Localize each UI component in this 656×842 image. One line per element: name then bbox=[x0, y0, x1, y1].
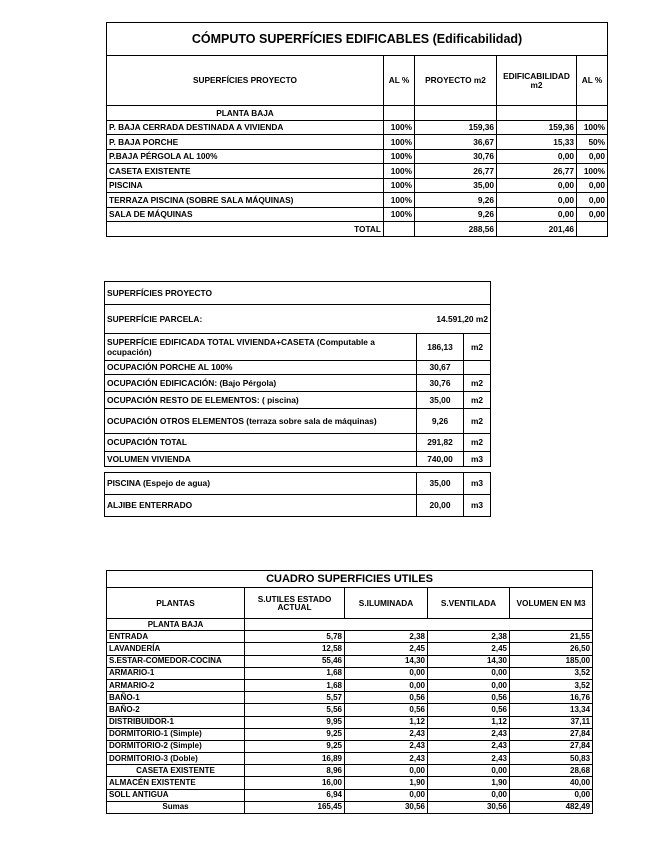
proyecto-value: 26,77 bbox=[415, 164, 497, 179]
table-row bbox=[105, 392, 491, 409]
util-value: 5,78 bbox=[245, 631, 345, 643]
row-value: 30,76 bbox=[417, 375, 464, 392]
row-label: P. BAJA PORCHE bbox=[107, 135, 384, 150]
empty-cell bbox=[245, 619, 345, 631]
iluminada-value: 2,43 bbox=[345, 740, 428, 752]
volumen-value: 16,76 bbox=[510, 692, 593, 704]
column-header: EDIFICABILIDAD m2 bbox=[497, 56, 577, 106]
empty-cell bbox=[384, 222, 415, 237]
ventilada-value: 2,43 bbox=[428, 740, 510, 752]
row-unit: m2 bbox=[464, 392, 491, 409]
row-label: SUPERFÍCIE EDIFICADA TOTAL VIVIENDA+CASETA (Computable a ocupación) bbox=[105, 334, 417, 361]
volumen-value: 0,00 bbox=[510, 789, 593, 801]
sum-row bbox=[107, 801, 593, 813]
column-header: PLANTAS bbox=[107, 588, 245, 619]
row-label: OCUPACIÓN EDIFICACIÓN: (Bajo Pérgola) bbox=[105, 375, 417, 392]
table-row bbox=[107, 149, 608, 164]
total-row bbox=[107, 222, 608, 237]
table-row bbox=[107, 789, 593, 801]
ventilada-value: 2,38 bbox=[428, 631, 510, 643]
row-label: P.BAJA PÉRGOLA AL 100% bbox=[107, 149, 384, 164]
row-value: 35,00 bbox=[417, 392, 464, 409]
table-title: CUADRO SUPERFICIES UTILES bbox=[107, 571, 593, 588]
ventilada-value: 2,43 bbox=[428, 753, 510, 765]
edificabilidad-value: 159,36 bbox=[497, 120, 577, 135]
ventilada-value: 0,56 bbox=[428, 704, 510, 716]
row-label: CASETA EXISTENTE bbox=[107, 164, 384, 179]
iluminada-value: 14,30 bbox=[345, 655, 428, 667]
row-label: CASETA EXISTENTE bbox=[107, 765, 245, 777]
row-label: DORMITORIO-2 (Simple) bbox=[107, 740, 245, 752]
column-header: PROYECTO m2 bbox=[415, 56, 497, 106]
row-value: 20,00 bbox=[417, 495, 464, 517]
column-header: AL % bbox=[384, 56, 415, 106]
iluminada-value: 2,43 bbox=[345, 728, 428, 740]
column-header: AL % bbox=[577, 56, 608, 106]
al-percent: 100% bbox=[384, 193, 415, 208]
row-label: LAVANDERÍA bbox=[107, 643, 245, 655]
table-title: CÓMPUTO SUPERFÍCIES EDIFICABLES (Edificabilidad) bbox=[107, 23, 608, 56]
row-label: OCUPACIÓN OTROS ELEMENTOS (terraza sobre sala de máquinas) bbox=[105, 409, 417, 434]
iluminada-value: 0,00 bbox=[345, 765, 428, 777]
table-row bbox=[107, 120, 608, 135]
proyecto-value: 9,26 bbox=[415, 207, 497, 222]
table-row bbox=[107, 135, 608, 150]
parcela-value: 14.591,20 m2 bbox=[417, 305, 491, 334]
edificabilidad-value: 26,77 bbox=[497, 164, 577, 179]
table-row bbox=[107, 753, 593, 765]
empty-cell bbox=[384, 106, 415, 121]
table-row bbox=[105, 375, 491, 392]
table-row bbox=[107, 207, 608, 222]
row-label: ARMARIO-1 bbox=[107, 667, 245, 679]
row-label: TERRAZA PISCINA (SOBRE SALA MÁQUINAS) bbox=[107, 193, 384, 208]
row-label: VOLUMEN VIVIENDA bbox=[105, 452, 417, 467]
superficies-utiles-table bbox=[106, 570, 593, 814]
iluminada-value: 2,45 bbox=[345, 643, 428, 655]
util-value: 9,25 bbox=[245, 728, 345, 740]
volumen-value: 26,50 bbox=[510, 643, 593, 655]
row-label: ENTRADA bbox=[107, 631, 245, 643]
sum-iluminada: 30,56 bbox=[345, 801, 428, 813]
empty-cell bbox=[497, 106, 577, 121]
ventilada-value: 2,45 bbox=[428, 643, 510, 655]
table-row bbox=[107, 728, 593, 740]
iluminada-value: 0,00 bbox=[345, 679, 428, 691]
al-percent: 100% bbox=[384, 149, 415, 164]
row-value: 740,00 bbox=[417, 452, 464, 467]
proyecto-value: 30,76 bbox=[415, 149, 497, 164]
util-value: 5,56 bbox=[245, 704, 345, 716]
total-label: TOTAL bbox=[107, 222, 384, 237]
column-header: SUPERFÍCIES PROYECTO bbox=[107, 56, 384, 106]
section-label: PLANTA BAJA bbox=[107, 106, 384, 121]
iluminada-value: 0,00 bbox=[345, 667, 428, 679]
edificabilidad-value: 0,00 bbox=[497, 178, 577, 193]
ventilada-value: 0,56 bbox=[428, 692, 510, 704]
table-row bbox=[105, 334, 491, 361]
ventilada-value: 2,43 bbox=[428, 728, 510, 740]
volumen-value: 28,68 bbox=[510, 765, 593, 777]
sum-label: Sumas bbox=[107, 801, 245, 813]
iluminada-value: 0,56 bbox=[345, 692, 428, 704]
empty-cell bbox=[510, 619, 593, 631]
row-unit: m3 bbox=[464, 452, 491, 467]
edificabilidad-value: 15,33 bbox=[497, 135, 577, 150]
util-value: 12,58 bbox=[245, 643, 345, 655]
table-row bbox=[107, 655, 593, 667]
proyecto-value: 36,67 bbox=[415, 135, 497, 150]
empty-cell bbox=[345, 619, 428, 631]
al-percent: 100% bbox=[384, 164, 415, 179]
edificabilidad-table bbox=[106, 22, 608, 237]
row-value: 9,26 bbox=[417, 409, 464, 434]
table-row bbox=[107, 178, 608, 193]
row-unit: m2 bbox=[464, 409, 491, 434]
superficies-proyecto-table bbox=[104, 281, 491, 517]
row-label: BAÑO-2 bbox=[107, 704, 245, 716]
empty-cell bbox=[428, 619, 510, 631]
table-row bbox=[107, 631, 593, 643]
row-label: DISTRIBUIDOR-1 bbox=[107, 716, 245, 728]
volumen-value: 13,34 bbox=[510, 704, 593, 716]
util-value: 8,96 bbox=[245, 765, 345, 777]
util-value: 6,94 bbox=[245, 789, 345, 801]
row-unit: m2 bbox=[464, 434, 491, 452]
al2-percent: 0,00 bbox=[577, 149, 608, 164]
table-row bbox=[105, 452, 491, 467]
al2-percent: 0,00 bbox=[577, 178, 608, 193]
table-row bbox=[107, 667, 593, 679]
iluminada-value: 1,90 bbox=[345, 777, 428, 789]
row-value: 35,00 bbox=[417, 473, 464, 495]
volumen-value: 3,52 bbox=[510, 667, 593, 679]
row-unit: m2 bbox=[464, 334, 491, 361]
row-label: PISCINA bbox=[107, 178, 384, 193]
util-value: 1,68 bbox=[245, 679, 345, 691]
al-percent: 100% bbox=[384, 178, 415, 193]
row-label: SOLL ANTIGUA bbox=[107, 789, 245, 801]
al2-percent: 0,00 bbox=[577, 193, 608, 208]
row-label: OCUPACIÓN TOTAL bbox=[105, 434, 417, 452]
volumen-value: 27,84 bbox=[510, 740, 593, 752]
volumen-value: 3,52 bbox=[510, 679, 593, 691]
proyecto-value: 35,00 bbox=[415, 178, 497, 193]
al2-percent: 0,00 bbox=[577, 207, 608, 222]
ventilada-value: 0,00 bbox=[428, 765, 510, 777]
iluminada-value: 2,43 bbox=[345, 753, 428, 765]
sum-ventilada: 30,56 bbox=[428, 801, 510, 813]
column-header: S.UTILES ESTADO ACTUAL bbox=[245, 588, 345, 619]
parcela-label: SUPERFÍCIE PARCELA: bbox=[105, 305, 417, 334]
column-header: S.VENTILADA bbox=[428, 588, 510, 619]
column-header: VOLUMEN EN M3 bbox=[510, 588, 593, 619]
edificabilidad-value: 0,00 bbox=[497, 193, 577, 208]
table-header: SUPERFÍCIES PROYECTO bbox=[105, 282, 491, 305]
row-label: P. BAJA CERRADA DESTINADA A VIVIENDA bbox=[107, 120, 384, 135]
section-label: PLANTA BAJA bbox=[107, 619, 245, 631]
iluminada-value: 0,56 bbox=[345, 704, 428, 716]
total-proyecto: 288,56 bbox=[415, 222, 497, 237]
sum-util: 165,45 bbox=[245, 801, 345, 813]
row-value: 186,13 bbox=[417, 334, 464, 361]
volumen-value: 37,11 bbox=[510, 716, 593, 728]
ventilada-value: 0,00 bbox=[428, 667, 510, 679]
volumen-value: 21,55 bbox=[510, 631, 593, 643]
al-percent: 100% bbox=[384, 207, 415, 222]
proyecto-value: 159,36 bbox=[415, 120, 497, 135]
table-row bbox=[107, 765, 593, 777]
iluminada-value: 1,12 bbox=[345, 716, 428, 728]
table-row bbox=[107, 716, 593, 728]
ventilada-value: 1,90 bbox=[428, 777, 510, 789]
empty-cell bbox=[577, 106, 608, 121]
row-label: S.ESTAR-COMEDOR-COCINA bbox=[107, 655, 245, 667]
volumen-value: 50,83 bbox=[510, 753, 593, 765]
util-value: 5,57 bbox=[245, 692, 345, 704]
util-value: 16,00 bbox=[245, 777, 345, 789]
table-row bbox=[107, 643, 593, 655]
row-unit: m3 bbox=[464, 473, 491, 495]
al2-percent: 50% bbox=[577, 135, 608, 150]
row-unit bbox=[464, 361, 491, 375]
row-label: DORMITORIO-3 (Doble) bbox=[107, 753, 245, 765]
al2-percent: 100% bbox=[577, 120, 608, 135]
table-row bbox=[107, 777, 593, 789]
table-row bbox=[105, 473, 491, 495]
row-value: 30,67 bbox=[417, 361, 464, 375]
util-value: 16,89 bbox=[245, 753, 345, 765]
table-row bbox=[107, 193, 608, 208]
empty-cell bbox=[577, 222, 608, 237]
util-value: 9,25 bbox=[245, 740, 345, 752]
table-row bbox=[107, 692, 593, 704]
util-value: 1,68 bbox=[245, 667, 345, 679]
table-row bbox=[105, 409, 491, 434]
volumen-value: 27,84 bbox=[510, 728, 593, 740]
edificabilidad-value: 0,00 bbox=[497, 207, 577, 222]
row-unit: m3 bbox=[464, 495, 491, 517]
iluminada-value: 2,38 bbox=[345, 631, 428, 643]
edificabilidad-value: 0,00 bbox=[497, 149, 577, 164]
al2-percent: 100% bbox=[577, 164, 608, 179]
sum-volumen: 482,49 bbox=[510, 801, 593, 813]
row-label: ALJIBE ENTERRADO bbox=[105, 495, 417, 517]
row-value: 291,82 bbox=[417, 434, 464, 452]
al-percent: 100% bbox=[384, 135, 415, 150]
total-edificabilidad: 201,46 bbox=[497, 222, 577, 237]
table-row bbox=[107, 704, 593, 716]
row-label: DORMITORIO-1 (Simple) bbox=[107, 728, 245, 740]
row-label: ARMARIO-2 bbox=[107, 679, 245, 691]
row-label: OCUPACIÓN PORCHE AL 100% bbox=[105, 361, 417, 375]
proyecto-value: 9,26 bbox=[415, 193, 497, 208]
row-unit: m2 bbox=[464, 375, 491, 392]
row-label: PISCINA (Espejo de agua) bbox=[105, 473, 417, 495]
table-row bbox=[105, 361, 491, 375]
al-percent: 100% bbox=[384, 120, 415, 135]
ventilada-value: 14,30 bbox=[428, 655, 510, 667]
iluminada-value: 0,00 bbox=[345, 789, 428, 801]
table-row bbox=[107, 164, 608, 179]
row-label: SALA DE MÁQUINAS bbox=[107, 207, 384, 222]
empty-cell bbox=[415, 106, 497, 121]
row-label: BAÑO-1 bbox=[107, 692, 245, 704]
util-value: 55,46 bbox=[245, 655, 345, 667]
volumen-value: 40,00 bbox=[510, 777, 593, 789]
util-value: 9,95 bbox=[245, 716, 345, 728]
table-row bbox=[107, 679, 593, 691]
ventilada-value: 1,12 bbox=[428, 716, 510, 728]
table-row bbox=[105, 495, 491, 517]
table-row bbox=[107, 740, 593, 752]
column-header: S.ILUMINADA bbox=[345, 588, 428, 619]
volumen-value: 185,00 bbox=[510, 655, 593, 667]
row-label: OCUPACIÓN RESTO DE ELEMENTOS: ( piscina) bbox=[105, 392, 417, 409]
ventilada-value: 0,00 bbox=[428, 789, 510, 801]
row-label: ALMACÉN EXISTENTE bbox=[107, 777, 245, 789]
table-row bbox=[105, 434, 491, 452]
ventilada-value: 0,00 bbox=[428, 679, 510, 691]
